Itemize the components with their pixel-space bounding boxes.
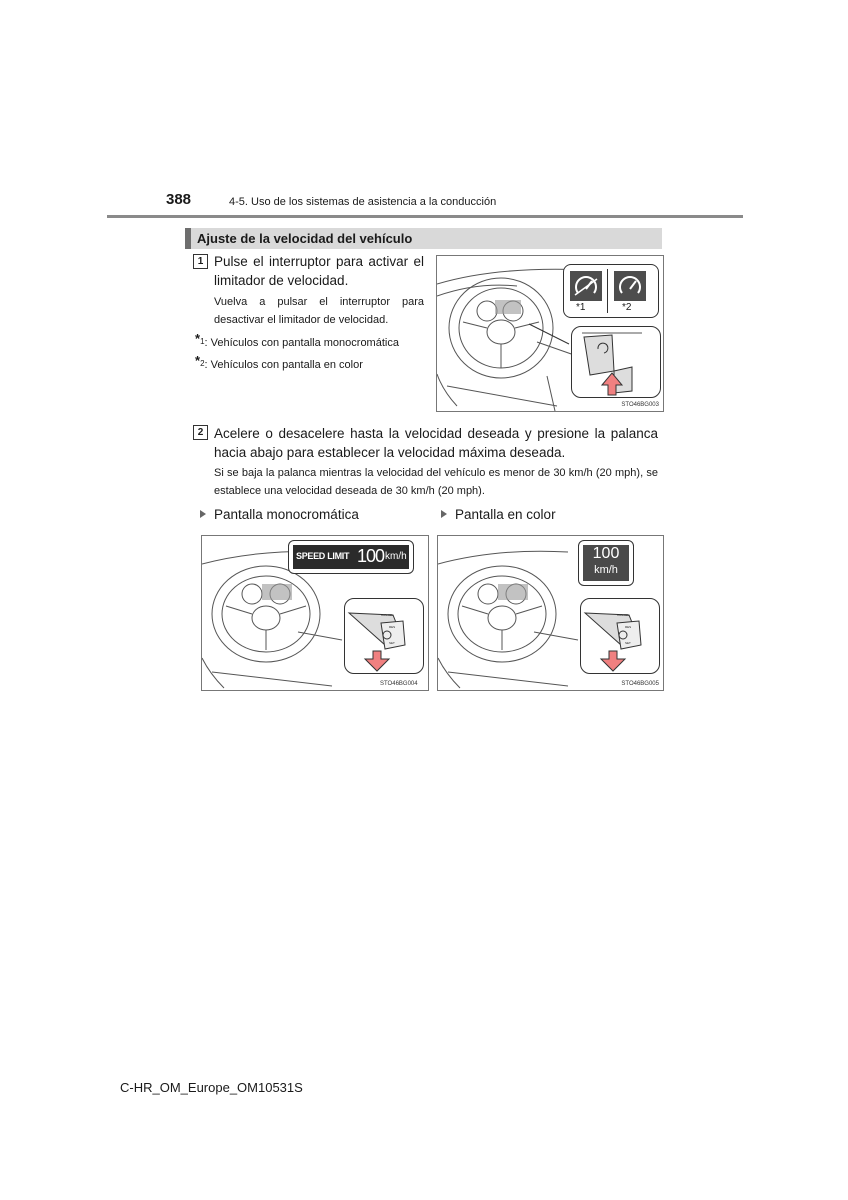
section-heading-accent bbox=[185, 228, 191, 249]
lever-label-cancel: CANCEL bbox=[617, 613, 630, 617]
color-speed-unit: km/h bbox=[594, 564, 618, 576]
mono-screen-frame bbox=[288, 540, 414, 574]
chapter-title: 4-5. Uso de los sistemas de asistencia a la conducción bbox=[229, 196, 497, 208]
step-2-number: 2 bbox=[193, 425, 208, 440]
display-label-mono bbox=[200, 507, 359, 522]
footnote-2-text: : Vehículos con pantalla en color bbox=[204, 359, 363, 371]
speed-limit-value: 100 bbox=[357, 546, 385, 566]
display-label-mono-text: Pantalla monocromática bbox=[214, 507, 359, 522]
section-heading-bar bbox=[185, 228, 662, 249]
step-1-number: 1 bbox=[193, 254, 208, 269]
lever-inset-color bbox=[580, 598, 660, 674]
figure-code-2: STO46BG004 bbox=[380, 681, 418, 687]
display-label-color bbox=[441, 507, 556, 522]
figure-speed-limiter-switch bbox=[436, 255, 664, 412]
display-label-color-text: Pantalla en color bbox=[455, 507, 556, 522]
step-1-note: Vuelva a pulsar el interruptor para desactivar el limitador de velocidad. bbox=[214, 296, 424, 326]
lever-switch-inset bbox=[571, 326, 661, 398]
mono-screen bbox=[293, 545, 409, 569]
speed-limiter-icon-mono bbox=[570, 271, 602, 301]
color-speed-value: 100 bbox=[592, 545, 620, 562]
figure-code-1: STO46BG003 bbox=[621, 402, 659, 408]
lever-label-set: SET bbox=[389, 641, 395, 645]
footnote-2-mark: * bbox=[195, 353, 201, 368]
switch-icon-inset bbox=[563, 264, 659, 318]
footnote-2 bbox=[195, 354, 363, 372]
lever-label-res: RES bbox=[625, 625, 632, 629]
footnote-1 bbox=[195, 332, 399, 350]
footnote-1-index: 1 bbox=[200, 337, 205, 346]
color-screen-frame bbox=[578, 540, 634, 586]
lever-inset-mono bbox=[344, 598, 424, 674]
lever-label-res: RES bbox=[389, 625, 396, 629]
footnote-1-text: : Vehículos con pantalla monocromática bbox=[204, 337, 399, 349]
step-2-text: Acelere o desacelere hasta la velocidad deseada y presione la palanca hacia abajo para establecer la velocidad máxima deseada. bbox=[214, 426, 658, 460]
figure-color-display bbox=[437, 535, 664, 691]
speed-limit-unit: km/h bbox=[385, 551, 407, 562]
speed-limit-label: SPEED LIMIT bbox=[296, 551, 350, 561]
footer-document-code: C-HR_OM_Europe_OM10531S bbox=[120, 1080, 303, 1095]
header-rule bbox=[107, 215, 743, 218]
page-number: 388 bbox=[166, 191, 192, 208]
inset-label-1: *1 bbox=[576, 302, 586, 313]
step-2-note: Si se baja la palanca mientras la velocidad del vehículo es menor de 30 km/h (20 mph), se establece una velocidad deseada de 30 km/h (20 mph). bbox=[214, 467, 658, 497]
speed-limiter-icon-color bbox=[614, 271, 646, 301]
lever-label-set: SET bbox=[625, 641, 631, 645]
triangle-bullet-icon bbox=[200, 510, 206, 518]
triangle-bullet-icon bbox=[441, 510, 447, 518]
inset-label-2: *2 bbox=[622, 302, 632, 313]
footnote-1-mark: * bbox=[195, 331, 201, 346]
section-heading: Ajuste de la velocidad del vehículo bbox=[197, 231, 413, 246]
lever-label-cancel: CANCEL bbox=[381, 613, 394, 617]
figure-code-3: STO46BG005 bbox=[621, 681, 659, 687]
figure-mono-display bbox=[201, 535, 429, 691]
step-1-text: Pulse el interruptor para activar el limitador de velocidad. bbox=[214, 254, 424, 288]
color-screen bbox=[583, 545, 629, 581]
footnote-2-index: 2 bbox=[200, 359, 205, 368]
